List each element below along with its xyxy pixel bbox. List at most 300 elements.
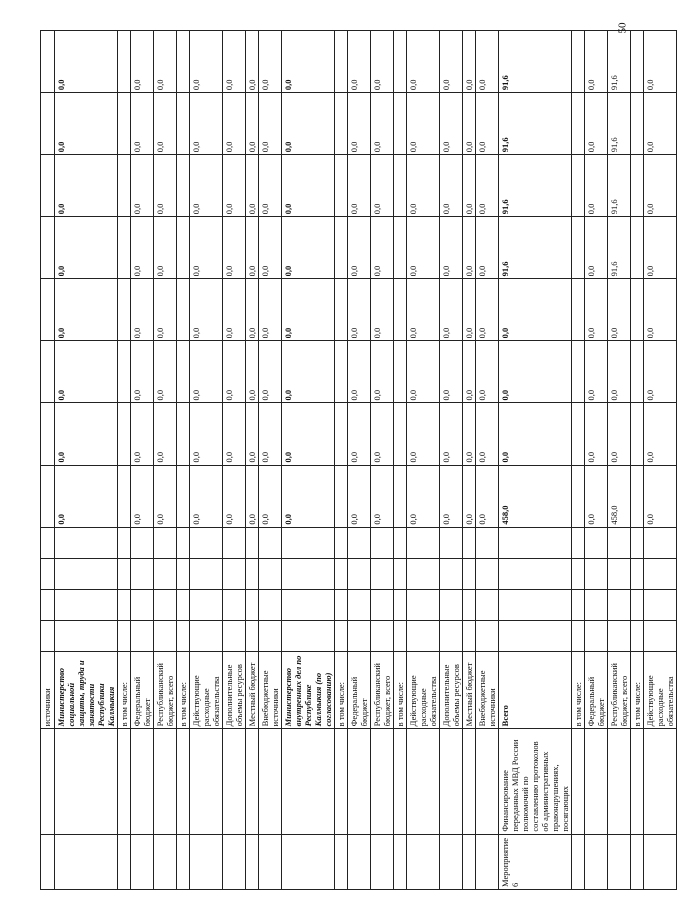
value-cell	[394, 279, 407, 341]
value-cell: 0,0	[348, 217, 371, 279]
value-cell: 0,0	[585, 31, 608, 93]
value-cell: 458,0	[608, 465, 631, 527]
value-cell	[118, 279, 131, 341]
empty-cell	[407, 620, 440, 651]
value-cell: 0,0	[259, 279, 282, 341]
value-cell: 0,0	[407, 341, 440, 403]
value-cell	[394, 465, 407, 527]
empty-cell	[246, 558, 259, 589]
value-cell: 0,0	[371, 93, 394, 155]
value-cell: 0,0	[407, 465, 440, 527]
empty-cell	[118, 620, 131, 651]
value-cell: 91,6	[499, 155, 572, 217]
value-cell: 91,6	[608, 155, 631, 217]
empty-cell	[246, 620, 259, 651]
empty-cell	[394, 620, 407, 651]
event-number-cell	[371, 834, 394, 889]
empty-cell	[177, 620, 190, 651]
event-name-cell	[644, 729, 677, 834]
empty-cell	[440, 589, 463, 620]
value-cell: 0,0	[282, 217, 335, 279]
empty-cell	[631, 527, 644, 558]
value-cell: 0,0	[282, 155, 335, 217]
value-cell: 0,0	[348, 279, 371, 341]
empty-cell	[572, 527, 585, 558]
value-cell: 0,0	[476, 155, 499, 217]
source-cell: в том числе:	[631, 651, 644, 729]
value-cell	[394, 31, 407, 93]
table-row	[190, 31, 223, 890]
table-row	[407, 31, 440, 890]
value-cell: 0,0	[259, 403, 282, 465]
value-cell	[394, 155, 407, 217]
value-cell: 0,0	[476, 465, 499, 527]
value-cell	[572, 155, 585, 217]
empty-cell	[223, 589, 246, 620]
value-cell: 0,0	[131, 31, 154, 93]
event-number-cell	[608, 834, 631, 889]
table-row	[394, 31, 407, 890]
empty-cell	[572, 558, 585, 589]
event-number-cell	[131, 834, 154, 889]
event-number-cell	[644, 834, 677, 889]
empty-cell	[631, 620, 644, 651]
empty-cell	[223, 620, 246, 651]
value-cell: 0,0	[499, 279, 572, 341]
event-name-cell	[246, 729, 259, 834]
empty-cell	[371, 589, 394, 620]
value-cell	[572, 31, 585, 93]
empty-cell	[190, 589, 223, 620]
value-cell	[177, 155, 190, 217]
value-cell: 0,0	[407, 403, 440, 465]
empty-cell	[463, 527, 476, 558]
value-cell: 0,0	[499, 341, 572, 403]
empty-cell	[118, 558, 131, 589]
empty-cell	[282, 558, 335, 589]
table-row	[55, 31, 118, 890]
value-cell: 0,0	[223, 155, 246, 217]
source-cell: в том числе:	[572, 651, 585, 729]
value-cell: 0,0	[585, 465, 608, 527]
event-number-cell	[585, 834, 608, 889]
table-row	[499, 31, 572, 890]
event-name-cell	[177, 729, 190, 834]
value-cell	[631, 465, 644, 527]
empty-cell	[644, 589, 677, 620]
empty-cell	[118, 589, 131, 620]
value-cell: 0,0	[644, 341, 677, 403]
source-cell: Внебюджетные источники	[259, 651, 282, 729]
event-name-cell	[440, 729, 463, 834]
value-cell: 0,0	[348, 341, 371, 403]
value-cell: 0,0	[223, 465, 246, 527]
event-name-cell	[282, 729, 335, 834]
source-cell: Республиканский бюджет, всего	[154, 651, 177, 729]
value-cell: 91,6	[608, 93, 631, 155]
value-cell: 0,0	[440, 155, 463, 217]
source-cell: Действующие расходные обязательства	[407, 651, 440, 729]
value-cell: 0,0	[282, 403, 335, 465]
empty-cell	[371, 527, 394, 558]
table-row	[572, 31, 585, 890]
value-cell: 0,0	[55, 465, 118, 527]
event-number-cell	[440, 834, 463, 889]
value-cell: 0,0	[246, 279, 259, 341]
value-cell	[631, 279, 644, 341]
value-cell: 0,0	[131, 403, 154, 465]
value-cell: 0,0	[348, 403, 371, 465]
value-cell	[631, 155, 644, 217]
sources-label: источники	[41, 651, 55, 729]
value-cell: 0,0	[440, 465, 463, 527]
value-cell: 0,0	[223, 31, 246, 93]
empty-cell	[463, 620, 476, 651]
empty-cell	[131, 620, 154, 651]
value-cell: 0,0	[644, 403, 677, 465]
value-cell: 0,0	[131, 155, 154, 217]
value-cell: 0,0	[585, 403, 608, 465]
source-cell: в том числе:	[118, 651, 131, 729]
value-cell: 91,6	[608, 217, 631, 279]
value-cell: 0,0	[371, 465, 394, 527]
value-cell	[177, 279, 190, 341]
value-cell: 0,0	[371, 155, 394, 217]
empty-cell	[644, 620, 677, 651]
table-row	[476, 31, 499, 890]
value-cell: 0,0	[585, 217, 608, 279]
table-row	[259, 31, 282, 890]
value-cell: 0,0	[644, 279, 677, 341]
value-cell: 0,0	[154, 217, 177, 279]
value-cell: 0,0	[131, 465, 154, 527]
budget-table	[40, 30, 677, 890]
value-cell: 0,0	[246, 341, 259, 403]
empty-cell	[348, 558, 371, 589]
value-cell	[177, 341, 190, 403]
value-cell: 0,0	[463, 403, 476, 465]
value-cell: 0,0	[407, 217, 440, 279]
value-cell: 0,0	[644, 155, 677, 217]
value-cell	[394, 403, 407, 465]
value-cell: 0,0	[440, 279, 463, 341]
empty-cell	[499, 558, 572, 589]
value-cell: 0,0	[246, 155, 259, 217]
table-row	[463, 31, 476, 890]
value-cell: 0,0	[259, 465, 282, 527]
empty-cell	[572, 620, 585, 651]
value-cell	[572, 217, 585, 279]
value-cell: 0,0	[131, 217, 154, 279]
value-cell	[631, 31, 644, 93]
value-cell: 0,0	[371, 403, 394, 465]
value-cell: 0,0	[476, 31, 499, 93]
event-name-cell	[259, 729, 282, 834]
value-cell	[118, 403, 131, 465]
empty-cell	[177, 589, 190, 620]
source-cell: Внебюджетные источники	[476, 651, 499, 729]
value-cell: 0,0	[282, 279, 335, 341]
source-cell: в том числе:	[335, 651, 348, 729]
value-cell	[118, 217, 131, 279]
value-cell	[177, 403, 190, 465]
value-cell: 0,0	[440, 403, 463, 465]
empty-cell	[154, 620, 177, 651]
value-cell: 0,0	[190, 155, 223, 217]
empty-cell	[55, 527, 118, 558]
empty-cell	[55, 589, 118, 620]
value-cell: 0,0	[608, 279, 631, 341]
empty-cell	[335, 620, 348, 651]
value-cell: 91,6	[499, 217, 572, 279]
value-cell: 0,0	[223, 217, 246, 279]
empty-cell	[585, 558, 608, 589]
value-cell	[394, 93, 407, 155]
value-cell	[572, 465, 585, 527]
value-cell: 0,0	[463, 155, 476, 217]
value-cell: 0,0	[190, 217, 223, 279]
value-cell	[335, 31, 348, 93]
value-cell: 0,0	[55, 93, 118, 155]
table-row	[118, 31, 131, 890]
value-cell	[631, 93, 644, 155]
empty-cell	[55, 620, 118, 651]
value-cell: 0,0	[190, 465, 223, 527]
empty-cell	[608, 558, 631, 589]
empty-cell	[335, 527, 348, 558]
empty-cell	[608, 527, 631, 558]
source-cell: Федеральный бюджет	[585, 651, 608, 729]
value-cell: 0,0	[131, 279, 154, 341]
empty-cell	[394, 558, 407, 589]
table-row	[335, 31, 348, 890]
empty-cell	[190, 558, 223, 589]
value-cell: 0,0	[463, 31, 476, 93]
value-cell	[177, 217, 190, 279]
value-cell: 0,0	[259, 31, 282, 93]
empty-cell	[223, 527, 246, 558]
value-cell: 91,6	[499, 93, 572, 155]
event-name-cell	[631, 729, 644, 834]
empty-cell	[585, 620, 608, 651]
source-cell: Министерство внутренних дел по Республике Калмыкия (по согласованию)	[282, 651, 335, 729]
event-number-cell	[572, 834, 585, 889]
value-cell: 0,0	[55, 279, 118, 341]
value-cell	[118, 465, 131, 527]
value-cell: 0,0	[223, 403, 246, 465]
event-number-cell	[394, 834, 407, 889]
empty-cell	[131, 589, 154, 620]
value-cell: 0,0	[440, 217, 463, 279]
event-number-cell	[476, 834, 499, 889]
event-number-cell	[348, 834, 371, 889]
value-cell	[572, 93, 585, 155]
empty-cell	[631, 558, 644, 589]
table-row	[440, 31, 463, 890]
empty-cell	[394, 589, 407, 620]
empty-cell	[499, 527, 572, 558]
value-cell: 0,0	[55, 31, 118, 93]
empty-cell	[463, 558, 476, 589]
value-cell	[335, 341, 348, 403]
event-name-cell	[476, 729, 499, 834]
rotated-table-sheet	[40, 30, 675, 890]
empty-cell	[348, 589, 371, 620]
value-cell: 0,0	[407, 93, 440, 155]
value-cell: 0,0	[644, 93, 677, 155]
empty-cell	[246, 527, 259, 558]
event-name-cell	[190, 729, 223, 834]
empty-cell	[407, 527, 440, 558]
empty-cell	[371, 558, 394, 589]
event-name-cell: Финансирование переданных МВД России полномочий по составлению протоколов об административных правонарушениях, посягающих	[499, 729, 572, 834]
value-cell: 0,0	[282, 341, 335, 403]
empty-cell	[348, 620, 371, 651]
value-cell: 0,0	[190, 31, 223, 93]
event-number-cell	[118, 834, 131, 889]
value-cell	[394, 341, 407, 403]
value-cell: 0,0	[585, 341, 608, 403]
empty-cell	[131, 527, 154, 558]
event-name-cell	[585, 729, 608, 834]
value-cell: 0,0	[371, 217, 394, 279]
empty-cell	[407, 558, 440, 589]
source-cell: Местный бюджет	[463, 651, 476, 729]
value-cell: 0,0	[463, 279, 476, 341]
event-number-cell	[55, 834, 118, 889]
value-cell: 0,0	[371, 31, 394, 93]
value-cell: 0,0	[131, 93, 154, 155]
value-cell: 0,0	[407, 279, 440, 341]
source-cell: Действующие расходные обязательства	[190, 651, 223, 729]
empty-cell	[476, 558, 499, 589]
value-cell: 0,0	[463, 341, 476, 403]
empty-cell	[608, 620, 631, 651]
table-row	[131, 31, 154, 890]
value-cell: 0,0	[440, 341, 463, 403]
value-cell: 0,0	[259, 155, 282, 217]
event-name-cell	[394, 729, 407, 834]
value-cell: 0,0	[223, 93, 246, 155]
event-number-cell	[282, 834, 335, 889]
table-row	[246, 31, 259, 890]
value-cell: 91,6	[608, 31, 631, 93]
empty-cell	[476, 589, 499, 620]
table-row	[371, 31, 394, 890]
value-cell: 0,0	[499, 403, 572, 465]
value-cell: 0,0	[55, 217, 118, 279]
empty-cell	[177, 558, 190, 589]
source-cell: в том числе:	[177, 651, 190, 729]
event-number-cell	[177, 834, 190, 889]
empty-cell	[644, 558, 677, 589]
event-number-cell	[631, 834, 644, 889]
value-cell: 0,0	[259, 341, 282, 403]
value-cell	[118, 155, 131, 217]
source-cell: Дополнительные объемы ресурсов	[223, 651, 246, 729]
value-cell: 0,0	[190, 341, 223, 403]
header-row	[41, 31, 55, 890]
empty-cell	[154, 589, 177, 620]
value-cell: 0,0	[223, 341, 246, 403]
source-cell: в том числе:	[394, 651, 407, 729]
value-cell	[394, 217, 407, 279]
event-number-cell	[335, 834, 348, 889]
value-cell: 0,0	[154, 279, 177, 341]
value-cell: 0,0	[476, 93, 499, 155]
value-cell: 0,0	[154, 31, 177, 93]
value-cell	[118, 341, 131, 403]
event-name-cell	[572, 729, 585, 834]
empty-cell	[394, 527, 407, 558]
empty-cell	[348, 527, 371, 558]
value-cell	[572, 341, 585, 403]
source-cell: Дополнительные объемы ресурсов	[440, 651, 463, 729]
empty-cell	[177, 527, 190, 558]
value-cell: 0,0	[246, 403, 259, 465]
event-number-cell	[463, 834, 476, 889]
event-number-cell	[154, 834, 177, 889]
value-cell: 0,0	[259, 217, 282, 279]
empty-cell	[476, 620, 499, 651]
empty-cell	[371, 620, 394, 651]
value-cell: 0,0	[223, 279, 246, 341]
empty-cell	[223, 558, 246, 589]
empty-cell	[190, 620, 223, 651]
event-name-cell	[348, 729, 371, 834]
value-cell: 0,0	[282, 465, 335, 527]
source-cell: Всего	[499, 651, 572, 729]
value-cell: 0,0	[348, 31, 371, 93]
table-row	[631, 31, 644, 890]
value-cell: 0,0	[282, 31, 335, 93]
value-cell: 0,0	[585, 279, 608, 341]
value-cell: 0,0	[608, 403, 631, 465]
source-cell: Местный бюджет	[246, 651, 259, 729]
empty-cell	[585, 527, 608, 558]
empty-cell	[499, 620, 572, 651]
empty-cell	[440, 558, 463, 589]
empty-cell	[190, 527, 223, 558]
event-name-cell	[463, 729, 476, 834]
value-cell	[335, 155, 348, 217]
empty-cell	[246, 589, 259, 620]
empty-cell	[259, 620, 282, 651]
empty-cell	[631, 589, 644, 620]
value-cell: 0,0	[282, 93, 335, 155]
event-name-cell	[154, 729, 177, 834]
value-cell: 0,0	[407, 155, 440, 217]
value-cell: 0,0	[246, 217, 259, 279]
value-cell: 0,0	[440, 93, 463, 155]
page-number: 50	[616, 22, 629, 34]
empty-cell	[463, 589, 476, 620]
value-cell	[118, 31, 131, 93]
value-cell: 0,0	[463, 93, 476, 155]
event-name-cell	[407, 729, 440, 834]
event-name-cell	[131, 729, 154, 834]
empty-cell	[644, 527, 677, 558]
empty-cell	[55, 558, 118, 589]
table-row	[608, 31, 631, 890]
value-cell: 0,0	[348, 93, 371, 155]
value-cell: 0,0	[348, 155, 371, 217]
value-cell: 0,0	[348, 465, 371, 527]
value-cell: 0,0	[644, 217, 677, 279]
value-cell: 0,0	[476, 217, 499, 279]
value-cell: 0,0	[371, 341, 394, 403]
value-cell: 0,0	[190, 403, 223, 465]
